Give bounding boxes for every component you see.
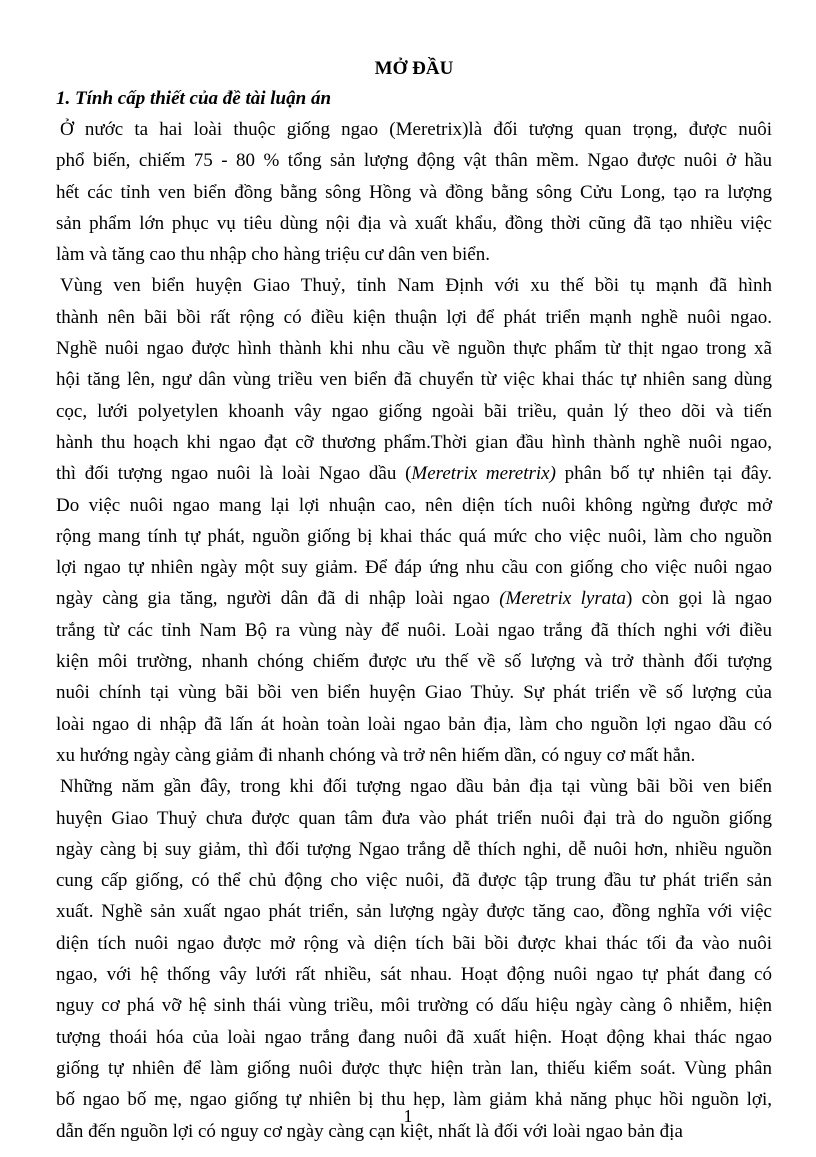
page-number: 1: [403, 1106, 413, 1126]
text-line: rộng mang tính tự phát, nguồn giống bị khai thác quá mức cho việc nuôi, làm cho nguồn: [56, 525, 772, 547]
text-line: ngày càng gia tăng, người dân đã di nhập loài ngao (Meretrix lyrata) còn gọi là ngao: [56, 588, 772, 610]
text-line: Nghề nuôi ngao được hình thành khi nhu cầu về nguồn thực phẩm từ thịt ngao trong xã: [56, 338, 772, 360]
text-line: xu hướng ngày càng giảm đi nhanh chóng và trở nên hiếm dần, có nguy cơ mất hẳn.: [56, 744, 696, 766]
text-line: huyện Giao Thuỷ chưa được quan tâm đưa vào phát triển nuôi đại trà do nguồn giống: [56, 807, 772, 829]
text-line: cung cấp giống, có thể chủ động cho việc nuôi, đã được tập trung đầu tư phát triển sản: [56, 870, 772, 892]
text-line: kiện môi trường, nhanh chóng chiếm được ưu thế về số lượng và trở thành đối tượng: [56, 651, 772, 673]
paragraph: [56, 270, 772, 771]
paragraph: [56, 771, 772, 1147]
text-line: làm và tăng cao thu nhập cho hàng triệu cư dân ven biển.: [56, 244, 490, 266]
text-line: trắng từ các tỉnh Nam Bộ ra vùng này để nuôi. Loài ngao trắng đã thích nghi với điều: [56, 619, 772, 641]
text-line: giống tự nhiên để làm giống nuôi được thực hiện tràn lan, thiếu kiểm soát. Vùng phân: [56, 1057, 772, 1079]
text-line: hành thu hoạch khi ngao đạt cỡ thương phẩm.Thời gian đầu hình thành nghề nuôi ngao,: [56, 431, 772, 453]
text-line: ngày càng bị suy giảm, thì đối tượng Ngao trắng dễ thích nghi, dễ nuôi hơn, nhiều nguồn: [56, 838, 772, 860]
text-line: Những năm gần đây, trong khi đối tượng ngao dầu bản địa tại vùng bãi bồi ven biển: [60, 776, 772, 798]
text-line: loài ngao di nhập đã lấn át hoàn toàn loài ngao bản địa, làm cho nguồn lợi ngao dầu có: [56, 713, 772, 735]
text-line: diện tích nuôi ngao được mở rộng và diện tích bãi bồi được khai thác tối đa vào nuôi: [56, 932, 772, 954]
text-line: nguy cơ phá vỡ hệ sinh thái vùng triều, môi trường có dấu hiệu ngày càng ô nhiễm, hiện: [56, 995, 772, 1017]
paragraph: [56, 114, 772, 270]
text-line: hết các tỉnh ven biển đồng bằng sông Hồng và đồng bằng sông Cửu Long, tạo ra lượng: [56, 181, 772, 203]
section-heading: 1. Tính cấp thiết của đề tài luận án: [56, 88, 332, 109]
text-line: Ở nước ta hai loài thuộc giống ngao (Meretrix)là đối tượng quan trọng, được nuôi: [60, 119, 772, 140]
text-line: phổ biến, chiếm 75 - 80 % tổng sản lượng động vật thân mềm. Ngao được nuôi ở hầu: [56, 150, 772, 172]
text-line: ngao, với hệ thống vây lưới rất nhiều, sát nhau. Hoạt động nuôi ngao tự phát đang có: [56, 964, 772, 986]
text-line: tượng thoái hóa của loài ngao trắng đang nuôi đã xuất hiện. Hoạt động khai thác ngao: [56, 1026, 772, 1048]
document-title: MỞ ĐẦU: [374, 58, 454, 79]
text-line: Do việc nuôi ngao mang lại lợi nhuận cao, nên diện tích nuôi không ngừng được mở: [56, 494, 772, 516]
text-line: hội tăng lên, ngư dân vùng triều ven biển đã chuyển từ việc khai thác tự nhiên sang dùng: [56, 369, 772, 391]
text-line: nuôi chính tại vùng bãi bồi ven biển huyện Giao Thủy. Sự phát triển về số lượng của: [56, 682, 772, 704]
text-line: cọc, lưới polyetylen khoanh vây ngao giống ngoài bãi triều, quản lý theo dõi và tiến: [56, 400, 772, 422]
text-line: lợi ngao tự nhiên ngày một suy giảm. Để đáp ứng nhu cầu con giống cho việc nuôi ngao: [56, 557, 772, 579]
text-line: bố ngao bố mẹ, ngao giống tự nhiên bị thu hẹp, làm giảm khả năng phục hồi nguồn lợi,: [56, 1089, 772, 1111]
text-line: sản phẩm lớn phục vụ tiêu dùng nội địa và xuất khẩu, đồng thời cũng đã tạo nhiều việc: [56, 212, 772, 234]
text-line: thành nên bãi bồi rất rộng có điều kiện thuận lợi để phát triển mạnh nghề nuôi ngao.: [56, 306, 772, 328]
text-line: thì đối tượng ngao nuôi là loài Ngao dầu (Meretrix meretrix) phân bố tự nhiên tại đây.: [56, 463, 772, 485]
document-page: [56, 55, 772, 1147]
text-line: xuất. Nghề sản xuất ngao phát triển, sản lượng ngày được tăng cao, đồng nghĩa với việc: [56, 901, 772, 923]
text-line: Vùng ven biển huyện Giao Thuỷ, tỉnh Nam Định với xu thế bồi tụ mạnh đã hình: [60, 275, 772, 297]
body-text: [56, 114, 772, 1147]
text-line: dẫn đến nguồn lợi có nguy cơ ngày càng cạn kiệt, nhất là đối với loài ngao bản địa: [56, 1120, 683, 1142]
